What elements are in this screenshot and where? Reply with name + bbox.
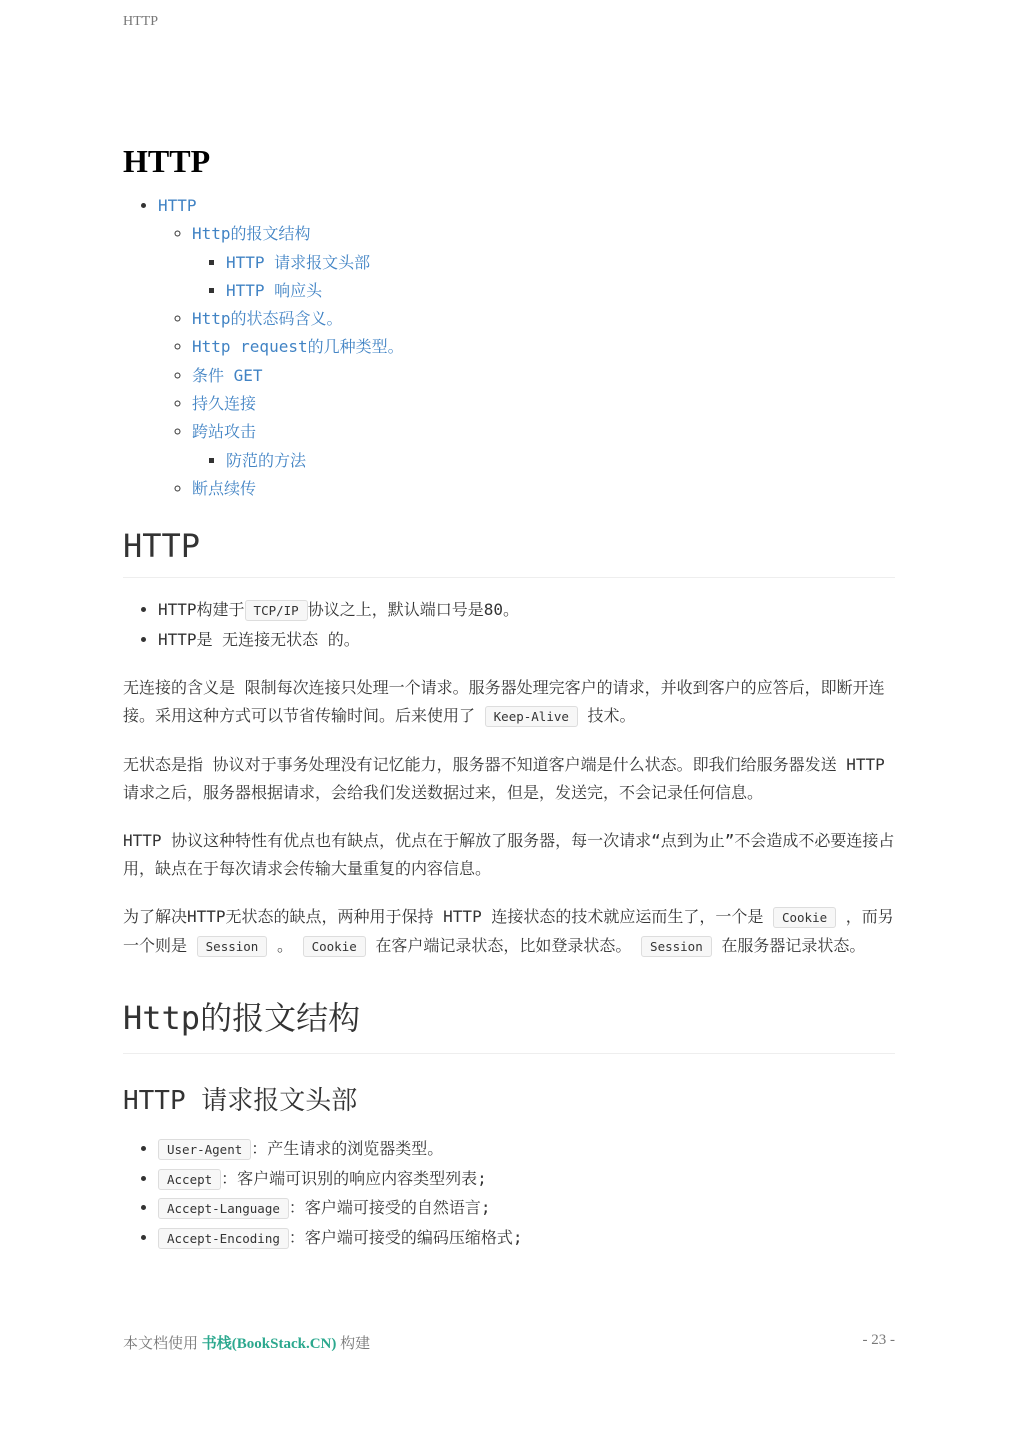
toc-item (192, 418, 895, 475)
inline-code: Keep-Alive (485, 706, 578, 727)
inline-code: Cookie (773, 907, 836, 928)
inline-code: Accept-Encoding (158, 1228, 289, 1249)
toc-link-defense[interactable]: 防范的方法 (226, 450, 307, 470)
footer-suffix: 构建 (336, 1336, 371, 1352)
toc-item (192, 220, 895, 305)
toc-item (226, 447, 895, 475)
paragraph-stateless: 无状态是指 协议对于事务处理没有记忆能力，服务器不知道客户端是什么状态。即我们给服务器发送 HTTP 请求之后，服务器根据请求，会给我们发送数据过来，但是，发送完，不会记录任何信息。 (123, 755, 885, 803)
subheading-request-header: HTTP 请求报文头部 (123, 1086, 358, 1117)
footer-brand-link[interactable]: 书栈(BookStack.CN) (201, 1336, 337, 1352)
table-of-contents (123, 192, 895, 503)
toc-link-req-types[interactable]: Http request的几种类型。 (192, 337, 404, 357)
page-number: - 23 - (862, 1332, 895, 1348)
toc-item (158, 192, 895, 503)
toc-link-resp-header[interactable]: HTTP 响应头 (226, 280, 323, 300)
document-title: HTTP (123, 143, 211, 179)
toc-link-resume[interactable]: 断点续传 (192, 478, 257, 498)
toc-item (192, 305, 895, 333)
toc-link-cond-get[interactable]: 条件 GET (192, 365, 263, 385)
paragraph-cookie-session: 为了解决HTTP无状态的缺点，两种用于保持 HTTP 连接状态的技术就应运而生了，一个是 Cookie ，而另一个则是 Session 。 Cookie 在客户端记录状态，比如登录状态。 Session 在服务器记录状态。 (123, 907, 894, 956)
inline-code: Cookie (303, 936, 366, 957)
running-header: HTTP (123, 14, 158, 29)
inline-code: Session (197, 936, 268, 957)
paragraph-connectionless: 无连接的含义是 限制每次连接只处理一个请求。服务器处理完客户的请求，并收到客户的应答后，即断开连接。采用这种方式可以节省传输时间。后来使用了 Keep-Alive 技术。 (123, 678, 885, 726)
list-item: • Accept-Language ：客户端可接受的自然语言; (158, 1194, 895, 1224)
request-header-list (123, 1135, 895, 1253)
toc-item (226, 249, 895, 277)
toc-item (192, 362, 895, 390)
toc-link-req-header[interactable]: HTTP 请求报文头部 (226, 252, 371, 272)
inline-code: Session (641, 936, 712, 957)
inline-code: Accept-Language (158, 1198, 289, 1219)
footer-prefix: 本文档使用 (123, 1336, 202, 1352)
section-heading-structure: Http的报文结构 (123, 993, 895, 1054)
list-item: • HTTP构建于 TCP/IP 协议之上，默认端口号是80。 (158, 596, 895, 626)
list-item: • User-Agent ：产生请求的浏览器类型。 (158, 1135, 895, 1165)
inline-code: TCP/IP (245, 600, 308, 621)
http-bullet-list (123, 596, 895, 654)
inline-code: User-Agent (158, 1139, 251, 1160)
toc-item (192, 475, 895, 503)
toc-link-http[interactable]: HTTP (158, 196, 197, 215)
list-item: • HTTP是 无连接无状态 的。 (158, 626, 895, 655)
toc-item (226, 277, 895, 305)
section-heading-http: HTTP (123, 527, 895, 578)
toc-item (192, 390, 895, 418)
toc-item (192, 333, 895, 361)
toc-link-persistent[interactable]: 持久连接 (192, 394, 257, 414)
inline-code: Accept (158, 1169, 221, 1190)
list-item: • Accept-Encoding ：客户端可接受的编码压缩格式; (158, 1224, 895, 1254)
list-item: • Accept ：客户端可识别的响应内容类型列表; (158, 1165, 895, 1195)
paragraph-pros-cons: HTTP 协议这种特性有优点也有缺点，优点在于解放了服务器，每一次请求“点到为止”不会造成不必要连接占用，缺点在于每次请求会传输大量重复的内容信息。 (123, 831, 895, 879)
document-content (123, 140, 895, 1253)
toc-link-status[interactable]: Http的状态码含义。 (192, 309, 343, 329)
page-footer (123, 1332, 895, 1353)
toc-link-xss[interactable]: 跨站攻击 (192, 422, 257, 442)
toc-link-structure[interactable]: Http的报文结构 (192, 224, 311, 244)
